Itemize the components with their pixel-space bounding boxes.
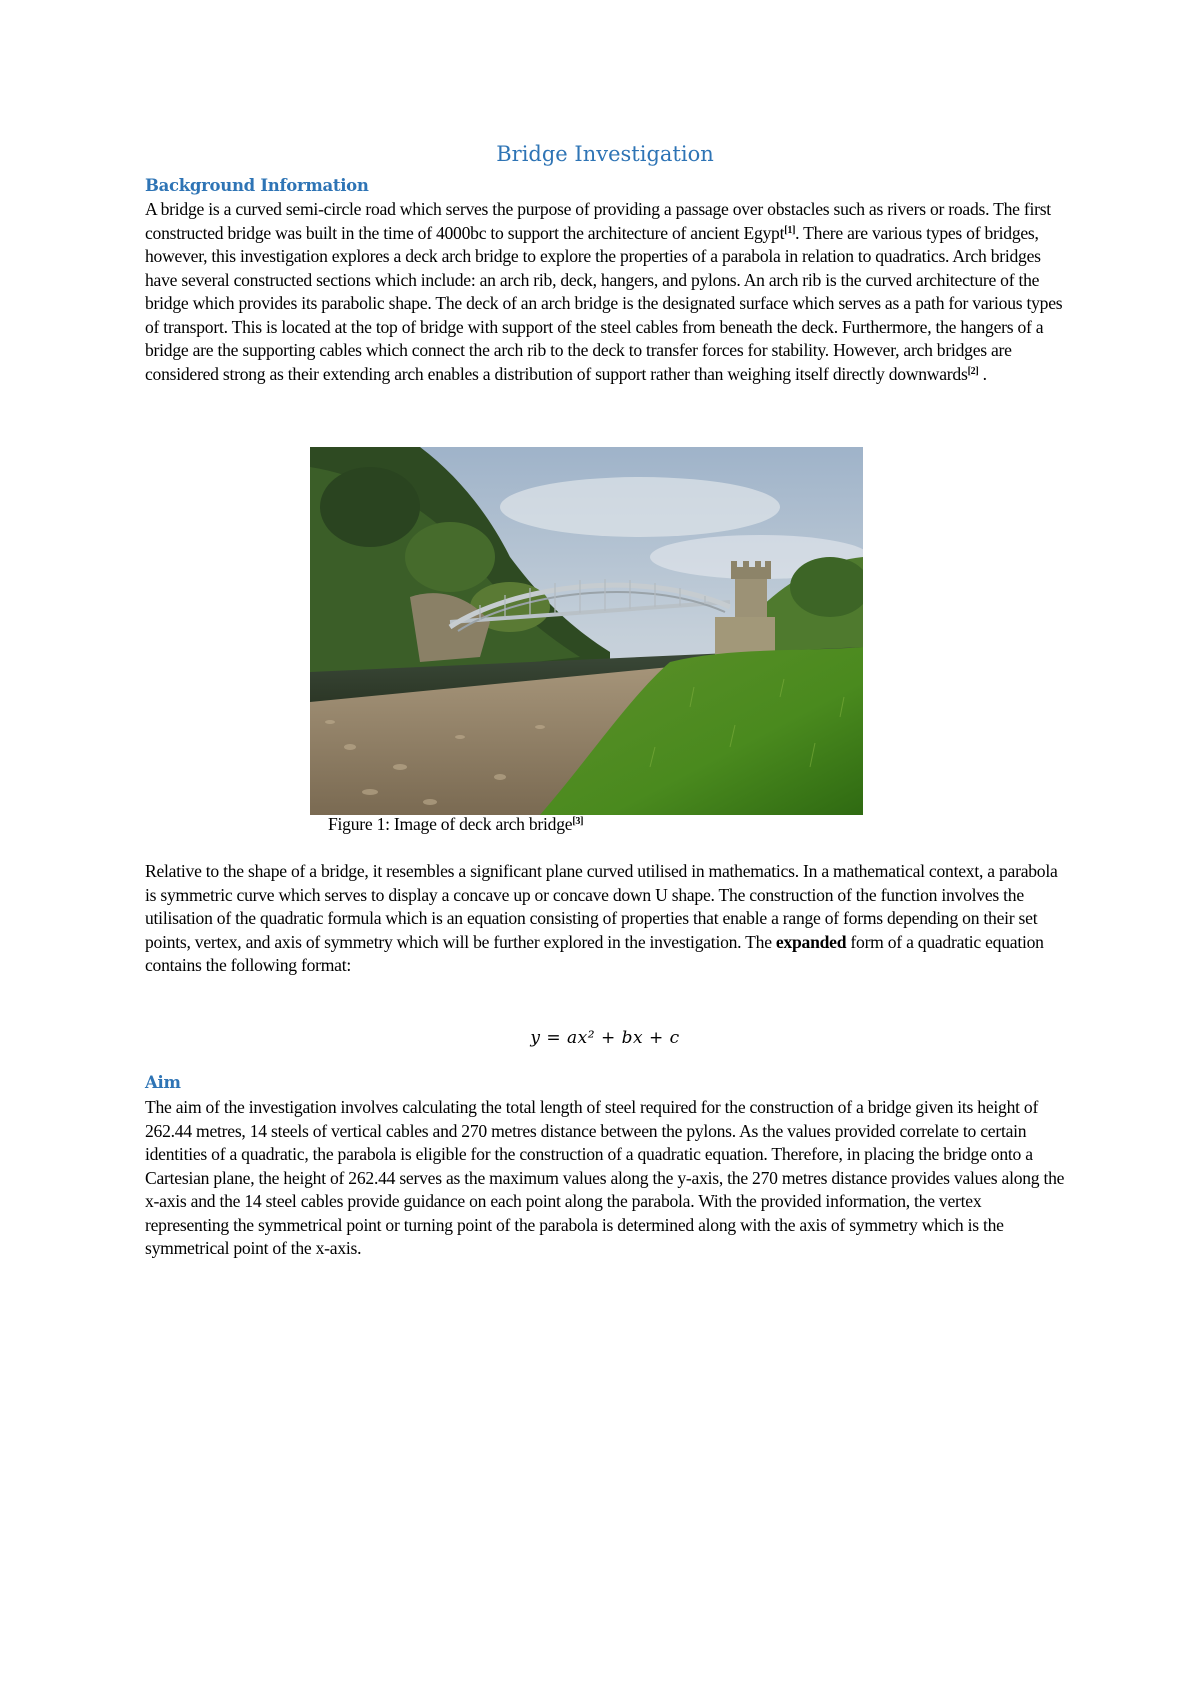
parabola-text-2: form of a quadratic equation contains the following format: xyxy=(145,931,1044,975)
bridge-photo xyxy=(310,447,863,815)
aim-heading: Aim xyxy=(145,1073,181,1092)
reference-3[interactable]: [3] xyxy=(572,816,584,827)
reference-1[interactable]: [1] xyxy=(784,224,796,236)
background-text-2: . There are various types of bridges, however, this investigation explores a deck arch bridge to explore the properties of a parabola in relation to quadratics. Arch bridges have several constructed sections which include: an arch rib, deck, hangers, and pylons. An arch rib is the curved architecture of the bridge which provides its parabolic shape. The deck of an arch bridge is the designated surface which serves as a path for various types of transport. This is located at the top of bridge with support of the steel cables from beneath the deck. Furthermore, the hangers of a bridge are the supporting cables which connect the arch rib to the deck to transfer forces for stability. However, arch bridges are considered strong as their extending arch enables a distribution of support rather than weighing itself directly downwards xyxy=(145,222,1063,384)
parabola-text-1: Relative to the shape of a bridge, it resembles a significant plane curved utilised in mathematics. In a mathematical context, a parabola is symmetric curve which serves to display a concave up or concave down U shape. The construction of the function involves the utilisation of the quadratic formula which is an equation consisting of properties that enable a range of forms depending on their set points, vertex, and axis of symmetry which will be further explored in the investigation. The xyxy=(145,861,1058,952)
parabola-paragraph xyxy=(145,860,1065,978)
background-paragraph xyxy=(145,198,1065,386)
background-text-3: . xyxy=(978,363,987,384)
bridge-photo-illustration xyxy=(310,447,863,815)
background-text-1: A bridge is a curved semi-circle road which serves the purpose of providing a passage over obstacles such as rivers or roads. The first constructed bridge was built in the time of 4000bc to support the architecture of ancient Egypt xyxy=(145,199,1051,243)
aim-paragraph: The aim of the investigation involves calculating the total length of steel required for the construction of a bridge given its height of 262.44 metres, 14 steels of vertical cables and 270 metres distance between the pylons. As the values provided correlate to certain identities of a quadratic, the parabola is eligible for the construction of a quadratic equation. Therefore, in placing the bridge onto a Cartesian plane, the height of 262.44 serves as the maximum values along the y-axis, the 270 metres distance provides values along the x-axis and the 14 steel cables provide guidance on each point along the parabola. With the provided information, the vertex representing the symmetrical point or turning point of the parabola is determined along with the axis of symmetry which is the symmetrical point of the x-axis. xyxy=(145,1097,1065,1258)
document-title: Bridge Investigation xyxy=(496,142,714,166)
quadratic-equation: y = ax² + bx + c xyxy=(530,1028,680,1048)
figure-caption-text: Figure 1: Image of deck arch bridge xyxy=(328,814,573,834)
expanded-bold-word: expanded xyxy=(775,931,847,952)
background-heading: Background Information xyxy=(145,176,369,195)
figure-caption xyxy=(328,814,583,835)
reference-2[interactable]: [2] xyxy=(967,365,979,377)
